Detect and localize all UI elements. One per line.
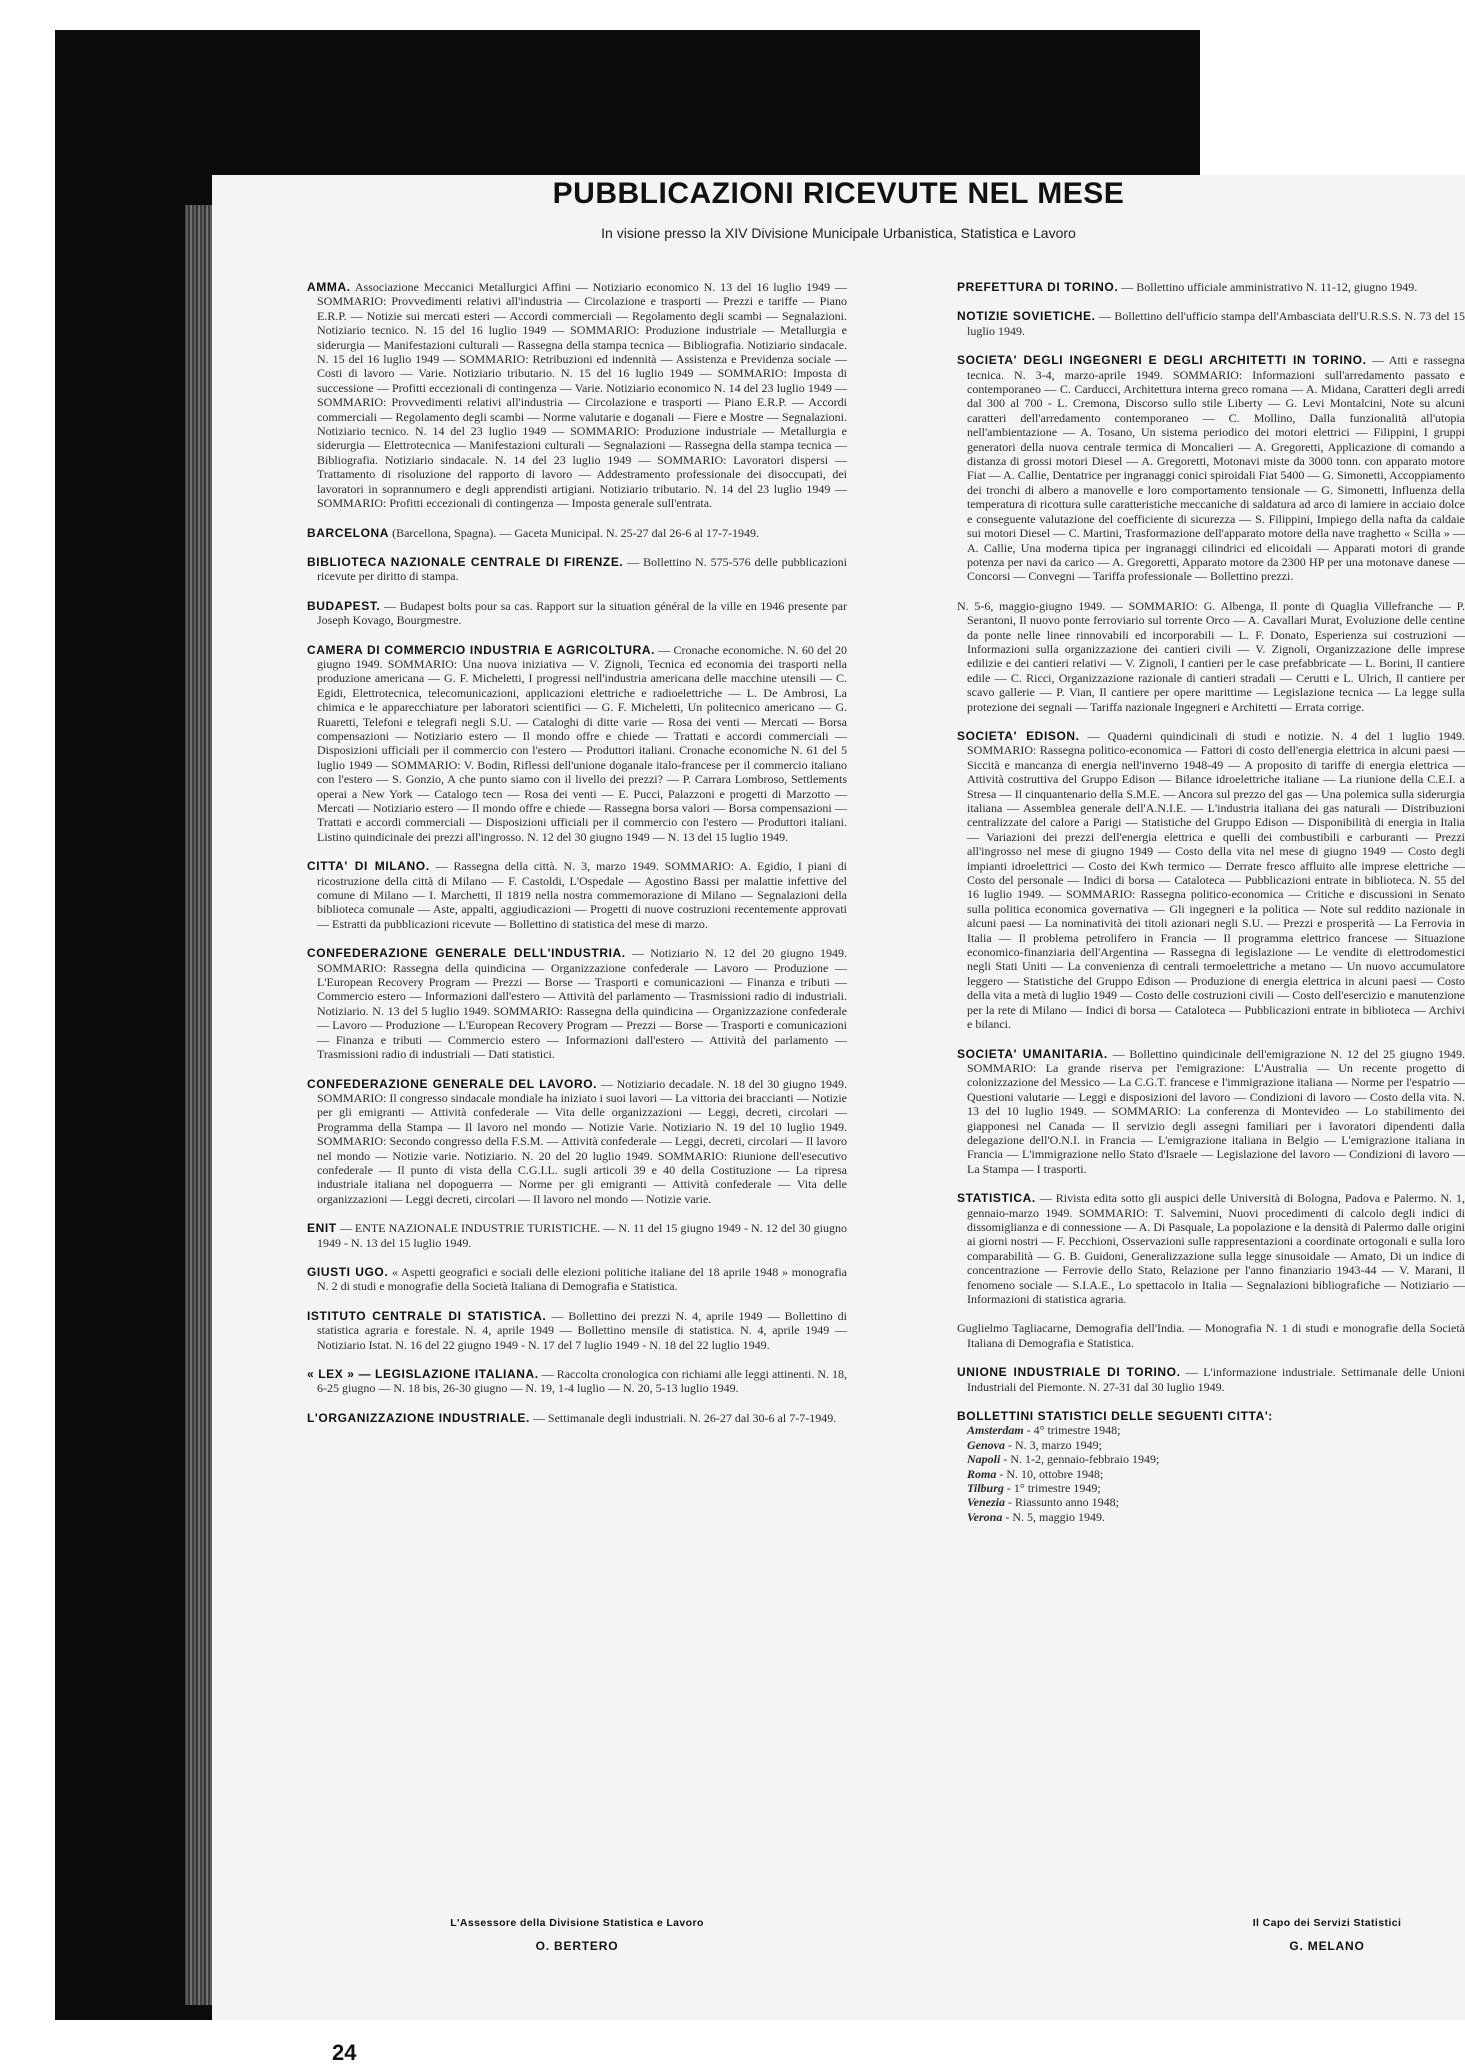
publication-details: — Bollettino N. 575-576 delle pubblicazioni ricevute per diritto di stampa. [317,554,848,584]
publication-details: « Aspetti geografici e sociali delle elezioni politiche italiane del 18 aprile 1948 » monografia N. 2 di studi e monografie della Società Italiana di Demografia e Statistica. [317,1264,848,1294]
signature-capo-servizi [1202,1917,1452,1953]
city-bulletin-item [967,1452,1465,1467]
publication-entry [957,280,1465,294]
city-name: Tilburg [967,1481,1004,1496]
city-bulletin-issue: - 4° trimestre 1948; [1026,1423,1121,1438]
city-name: Verona [967,1509,1003,1524]
publication-details: — Bollettino quindicinale dell'emigrazione N. 12 del 25 giugno 1949. SOMMARIO: La grande riserva per l'emigrazione: L'Australia — Un recente progetto di colonizzazione del Messico — La C.G.T. francese e l'immigrazione italiana — Norme per l'espatrio — Questioni valutarie — Leggi e disposizioni del lavoro — Condizioni di lavoro — Costo della vita. N. 13 del 10 luglio 1949. — SOMMARIO: La conferenza di Montevideo — Lo stabilimento dei giapponesi nel Canada — Il servizio degli assegni familiari per i lavoratori dipendenti dalla delegazione dell'O.N.I. in Francia — L'emigrazione italiana in Belgio — L'emigrazione italiana in Francia — L'immigrazione nello Stato d'Israele — Legislazione del lavoro — Condizioni di lavoro — La Stampa — I trasporti. [967,1046,1465,1176]
publication-entry [957,353,1465,584]
publication-details: Associazione Meccanici Metallurgici Affini — Notiziario economico N. 13 del 16 luglio 1949 — SOMMARIO: Provvedimenti relativi all'industria — Circolazione e trasporti — Prezzi e tariffe — Piano E.R.P. — Notizie sui mercati esteri — Accordi commerciali — Regolamento degli scambi — Segnalazioni. Notiziario tecnico. N. 15 del 16 luglio 1949 — SOMMARIO: Produzione industriale — Metallurgia e siderurgia — Manifestazioni culturali — Rassegna della stampa tecnica — Bibliografia. Notiziario sindacale. N. 15 del 16 luglio 1949 — SOMMARIO: Retribuzioni ed indennità — Assistenza e Previdenza sociale — Costi di lavoro — Varie. Notiziario tributario. N. 15 del 16 luglio 1949 — SOMMARIO: Imposta di successione — Profitti eccezionali di contingenza — Varie. Notiziario economico N. 14 del 23 luglio 1949 — SOMMARIO: Provvedimenti relativi all'industria — Circolazione e trasporti — Piano E.R.P. — Accordi commerciali — Regolamento degli scambi — Norme valutarie e doganali — Fiere e Mostre — Segnalazioni. Notiziario tecnico. N. 14 del 23 luglio 1949 — SOMMARIO: Produzione industriale — Metallurgia e siderurgia — Elettrotecnica — Manifestazioni culturali — Segnalazioni — Rassegna della stampa tecnica — Bibliografia. Notiziario sindacale. N. 14 del 23 luglio 1949 — SOMMARIO: Lavoratori dispersi — Trattamento di risoluzione del rapporto di lavoro — Addestramento professionale dei disoccupati, dei lavoratori in soprannumero e degli apprendisti artigiani. Notiziario tributario. N. 14 del 23 luglio 1949 — SOMMARIO: Profitti eccezionali di contingenza — Imposta generale sull'entrata. [317,280,847,511]
publication-entry [307,1309,847,1352]
signature-assessore [307,1917,847,1953]
publication-entry [957,1191,1465,1306]
document-page [212,175,1465,2065]
signature-role: Il Capo dei Servizi Statistici [1252,1917,1402,1929]
city-bulletin-item [967,1437,1465,1452]
city-bulletin-item [967,1481,1465,1496]
city-name: Napoli [967,1452,1001,1467]
publication-entry [307,1367,847,1396]
city-name: Venezia [967,1495,1006,1510]
publication-entry [307,599,847,628]
publication-details: — Raccolta cronologica con richiami alle leggi attinenti. N. 18, 6-25 giugno — N. 18 bis, 26-30 giugno — N. 19, 1-4 luglio — N. 20, 5-13 luglio 1949. [317,1367,848,1396]
publication-publisher: BARCELONA [307,525,390,540]
publication-entry [957,729,1465,1032]
city-name: Amsterdam [967,1423,1024,1438]
city-bulletin-issue: - N. 5, maggio 1949. [1005,1509,1105,1524]
city-bulletin-issue: - N. 3, marzo 1949; [1008,1437,1102,1452]
publication-entry [307,1077,847,1207]
city-name: Roma [967,1466,997,1481]
city-bulletin-item [967,1495,1465,1510]
publication-entry [957,599,1465,714]
city-bulletins [957,1409,1465,1524]
city-bulletins-head: BOLLETTINI STATISTICI DELLE SEGUENTI CITTA': [957,1409,1273,1424]
page-title: PUBBLICAZIONI RICEVUTE NEL MESE [552,177,1125,210]
city-name: Genova [967,1437,1005,1452]
publication-publisher: CAMERA DI COMMERCIO INDUSTRIA E AGRICOLTURA. [307,642,656,657]
city-bulletin-issue: - N. 1-2, gennaio-febbraio 1949; [1003,1452,1160,1467]
signature-role: L'Assessore della Divisione Statistica e Lavoro [450,1917,704,1929]
publication-details: — Atti e rassegna tecnica. N. 3-4, marzo-aprile 1949. SOMMARIO: Informazioni sull'arredamento passato e contemporaneo — C. Carducci, Architettura interna greco romana — A. Midana, Caratteri degli arredi dal 300 al 700 - L. Cremona, Discorso sullo stile Liberty — G. Levi Montalcini, Note su alcuni caratteri dell'arredamento contemporaneo — C. Mollino, Dalla funzionalità all'utopia nell'ambientazione — A. Tosano, Un sistema periodico dei motori elettrici — Filippini, I gruppi generatori della nuova centrale termica di Moncalieri — A. Gregoretti, Applicazione di comando a distanza di grossi motori Diesel — A. Gregoretti, Motonavi miste da 3000 tonn. con apparato motore Fiat — A. Callie, Dentatrice per ingranaggi conici spiroidali Fiat 5400 — G. Simonetti, Accoppiamento dei tronchi di albero a manovelle e loro comportamento tensionale — G. Simonetti, Influenza della temperatura di ricottura sulle caratteristiche meccaniche di saldatura ad arco di lamiere in acciaio dolce e conseguente valutazione del coefficiente di sicurezza — S. Filippini, Impiego della nafta da caldaie sui motori Diesel — C. Martini, Trasformazione dell'apparato motore della nave traghetto « Scilla » — A. Callie, Una moderna tipica per ingranaggi cilindrici ed elicoidali — Apparati motori di grande potenza per navi da carico — A. Gregoretti, Apparato motore da 2300 HP per una motonave danese — Concorsi — Convegni — Tariffa professionale — Bollettino prezzi. [967,353,1465,584]
right-column [957,280,1465,1539]
publication-entry [307,1411,847,1425]
publication-publisher: UNIONE INDUSTRIALE DI TORINO. [957,1365,1181,1380]
publication-publisher: L'ORGANIZZAZIONE INDUSTRIALE. [307,1410,530,1425]
publication-publisher: PREFETTURA DI TORINO. [957,280,1119,294]
publication-entry [307,859,847,931]
publication-publisher: SOCIETA' UMANITARIA. [957,1046,1108,1061]
city-bulletin-issue: - 1° trimestre 1949; [1006,1481,1101,1496]
publication-publisher: SOCIETA' EDISON. [957,728,1080,743]
publication-details: — Notiziario decadale. N. 18 del 30 giugno 1949. SOMMARIO: Il congresso sindacale mondiale ha iniziato i suoi lavori — La vittoria dei braccianti — Notizie per gli emigranti — Attività confederale — Vita delle organizzazioni — Leggi, decreti, circolari — Programma della Stampa — Il lavoro nel mondo — Notizie Varie. Notiziario N. 19 del 10 luglio 1949. SOMMARIO: Secondo congresso della F.S.M. — Attività confederale — Leggi, decreti, circolari — Il lavoro nel mondo — Notizie varie. Notiziario. N. 20 del 20 luglio 1949. SOMMARIO: Riunione dell'esecutivo confederale — Il punto di vista della C.G.I.L. sugli articoli 39 e 40 della Costituzione — La ripresa industriale italiana nel dopoguerra — Norme per gli emigranti — Attività confederale — Vita delle organizzazioni — Leggi decreti, circolari — Il lavoro nel mondo — Notizie varie. [317,1076,847,1206]
publication-publisher: « LEX » — LEGISLAZIONE ITALIANA. [307,1367,539,1381]
publication-details: — Notiziario N. 12 del 20 giugno 1949. SOMMARIO: Rassegna della quindicina — Organizzazione confederale — Lavoro — Produzione — L'European Recovery Program — Prezzi — Borse — Trasporti e comunicazioni — Finanza e tributi — Commercio estero — Informazioni dall'estero — Attività del parlamento — Trasmissioni radio di industriali. Notiziario. N. 13 del 5 luglio 1949. SOMMARIO: Rassegna della quindicina — Organizzazione confederale — Lavoro — Produzione — L'European Recovery Program — Prezzi — Borse — Trasporti e comunicazioni — Finanza e tributi — Commercio estero — Informazioni dall'estero — Attività del parlamento — Trasmissioni radio di industriali — Dati statistici. [317,946,848,1062]
publication-entry [307,526,847,540]
publication-entry [307,280,847,511]
publication-entry [307,555,847,584]
city-bulletin-issue: - Riassunto anno 1948; [1008,1495,1120,1510]
city-bulletin-item [967,1466,1465,1481]
publication-entry [307,643,847,845]
publication-entry [307,1265,847,1294]
publication-publisher: ENIT [307,1221,337,1236]
city-bulletin-item [967,1509,1465,1524]
publication-entry [957,1047,1465,1177]
publication-publisher: CITTA' DI MILANO. [307,859,430,874]
publication-publisher: BIBLIOTECA NAZIONALE CENTRALE DI FIRENZE. [307,554,624,569]
publication-details: — Bollettino dell'ufficio stampa dell'Ambasciata dell'U.R.S.S. N. 73 del 15 luglio 1949. [967,309,1465,338]
publication-details: (Barcellona, Spagna). — Gaceta Municipal. N. 25-27 dal 26-6 al 17-7-1949. [392,525,759,540]
left-column [307,280,847,1440]
publication-publisher: GIUSTI UGO. [307,1264,389,1279]
page-number: 24 [332,2040,357,2065]
publication-entry [957,309,1465,338]
publication-details: — Rivista edita sotto gli auspici delle Università di Bologna, Padova e Palermo. N. 1, gennaio-marzo 1949. SOMMARIO: T. Salvemini, Nuovi procedimenti di calcolo degli indici di dissomiglianza e di connessione — A. Di Pasquale, La popolazione e la densità di Palermo dalle origini ai giorni nostri — F. Pecchioni, Osservazioni sulle rappresentazioni a coordinate ortogonali e sulla loro comparabilità — G. B. Guidoni, Generalizzazione sulla legge sinusoidale — Amato, Di un indice di concentrazione — Ferrovie dello Stato, Relazione per l'anno finanziario 1943-44 — V. Marani, Il fenomeno sociale — S.I.A.E., Lo spettacolo in Italia — Segnalazioni bibliografiche — Notiziario — Informazioni di statistica agraria. [967,1191,1465,1306]
publication-publisher: CONFEDERAZIONE GENERALE DELL'INDUSTRIA. [307,946,626,961]
publication-details: — Cronache economiche. N. 60 del 20 giugno 1949. SOMMARIO: Una nuova iniziativa — V. Zignoli, Tecnica ed economia dei trasporti nella produzione americana — G. F. Micheletti, I progressi nell'industria americana delle macchine utensili — C. Egidi, Elettrotecnica, telecomunicazioni, applicazioni elettriche e radioelettriche — L. De Ambrosi, La chimica e le apparecchiature per laboratori scientifici — G. F. Micheletti, Un politecnico americano — G. Ruaretti, Telefoni e telegrafi negli S.U. — Cataloghi di ditte varie — Rosa dei venti — Mercati — Borsa compensazioni — Notiziario estero — Il mondo offre e chiede — Trattati e accordi commerciali — Disposizioni ufficiali per il commercio con l'estero — Produttori italiani. Cronache economiche N. 61 del 5 luglio 1949 — SOMMARIO: V. Bodin, Riflessi dell'unione doganale italo-francese per il commercio italiano con l'estero — S. Gonzio, A che punto siamo con il livello dei prezzi? — P. Carrara Lombroso, Settlements operai a New York — Catalogo tecn — Rosa dei venti — E. Pucci, Palazzoni e progetti di Marzotto — Mercati — Notiziario estero — Il mondo offre e chiede — Rassegna borsa valori — Borsa compensazioni — Trattati e accordi commerciali — Disposizioni ufficiali per il commercio con l'estero — Produttori italiani. Listino quindicinale dei prezzi all'ingrosso. N. 12 del 30 giugno 1949 — N. 13 del 15 luglio 1949. [317,642,847,844]
publication-publisher: SOCIETA' DEGLI INGEGNERI E DEGLI ARCHITETTI IN TORINO. [957,353,1367,368]
city-bulletin-item [967,1423,1465,1438]
publication-publisher: AMMA. [307,280,351,294]
publication-details: — Quaderni quindicinali di studi e notizie. N. 4 del 1 luglio 1949. SOMMARIO: Rassegna politico-economica — Fattori di costo dell'energia elettrica in alcuni paesi — Siccità e mancanza di energia nell'inverno 1948-49 — A proposito di tariffe di energia elettrica — Attività costruttiva del Gruppo Edison — Bilance idroelettriche italiane — La riunione della C.E.I. a Stresa — Il cinquantenario della S.M.E. — Ancora sul prezzo del gas — Una polemica sulla siderurgia italiana — Assemblea generale dell'A.N.I.E. — L'industria italiana dei gas naturali — Distribuzioni centralizzate del calore a Parigi — Statistiche del Gruppo Edison — Disponibilità di energia in Italia — Variazioni dei prezzi dell'energia elettrica e quelli dei combustibili e carburanti — Prezzi all'ingrosso nel mese di giugno 1949 — Costo della vita nel mese di giugno 1949 — Costo degli impianti idroelettrici — Costo dei Kwh termico — Derrate fresco affluito alle imprese elettriche — Costo del personale — Indici di borsa — Cataloteca — Pubblicazioni entrate in biblioteca. N. 55 del 16 luglio 1949. — SOMMARIO: Rassegna politico-economica — Critiche e discussioni in Senato sulla politica economica governativa — Gli ingegneri e la politica — Note sul reddito nazionale in alcuni paesi — La nominatività dei titoli azionari negli S.U. — Prezzi e prosperità — La Ferrovia in Italia — Il problema petrolifero in Francia — Il programma elettrico francese — Situazione economico-finanziaria dell'Argentina — Rassegna di legislazione — Le vendite di elettrodomestici negli Stati Uniti — La convenienza di centrali termoelettriche a metano — Un nuovo accumulatore leggero — Statistiche del Gruppo Edison — Produzione di energia elettrica in alcuni paesi — Costo della vita a metà di luglio 1949 — Costo delle costruzioni civili — Costo dell'esercizio e manutenzione per la rete di Milano — Indici di borsa — Cataloteca — Pubblicazioni entrate in biblioteca — Archivi e bilanci. [967,728,1465,1032]
publication-details: — Settimanale degli industriali. N. 26-27 dal 30-6 al 7-7-1949. [532,1410,837,1425]
publication-publisher: CONFEDERAZIONE GENERALE DEL LAVORO. [307,1076,598,1091]
publication-publisher: BUDAPEST. [307,598,381,613]
publication-entry [957,1321,1465,1350]
publication-details: — Bollettino dei prezzi N. 4, aprile 1949 — Bollettino di statistica agraria e forestale. N. 4, aprile 1949 — Bollettino mensile di statistica. N. 4, aprile 1949 — Notiziario Istat. N. 16 del 22 giugno 1949 - N. 17 del 7 luglio 1949 - N. 18 del 22 luglio 1949. [317,1308,848,1352]
publication-details: — Bollettino ufficiale amministrativo N. 11-12, giugno 1949. [1121,280,1418,294]
publication-details: — L'informazione industriale. Settimanale delle Unioni Industriali del Piemonte. N. 27-31 dal 30 luglio 1949. [967,1365,1465,1394]
publication-details: — ENTE NAZIONALE INDUSTRIE TURISTICHE. — N. 11 del 15 giugno 1949 - N. 12 del 30 giugno 1949 - N. 13 del 15 luglio 1949. [317,1221,848,1250]
publication-publisher: NOTIZIE SOVIETICHE. [957,309,1096,324]
page-header [212,177,1465,241]
publication-details: N. 5-6, maggio-giugno 1949. — SOMMARIO: G. Albenga, Il ponte di Quaglia Villefranche — P. Serantoni, Il nuovo ponte ferroviario sul torrente Orco — A. Cavallari Murat, Evoluzione delle centine da ponte nelle linee rinnovabili ed incorporabili — L. F. Donato, Esperienza sui costruzioni — Informazioni sulla organizzazione dei cantieri civili — V. Zignoli, Organizzazione delle imprese edilizie e dei cantieri relativi — V. Zignoli, I cantieri per le case prefabbricate — L. Borini, Il cantiere edile — C. Ricci, Organizzazione razionale di cantieri stradali — Cerutti e L. Ulrich, Il cantiere per scavo gallerie — P. Vian, Il cantiere per opere marittime — Legislazione tecnica — La legge sulla protezione dei segnali — Tariffa nazionale Ingegneri e Architetti — Errata corrige. [957,598,1465,714]
publication-publisher: STATISTICA. [957,1191,1036,1206]
signature-name: G. MELANO [1289,1939,1365,1953]
city-bulletin-issue: - N. 10, ottobre 1948; [999,1466,1104,1481]
publication-entry [307,1221,847,1250]
publication-entry [307,946,847,1061]
page-subtitle: In visione presso la XIV Divisione Municipale Urbanistica, Statistica e Lavoro [601,225,1076,241]
city-bulletin-list [967,1423,1465,1524]
publication-details: — Budapest bolts pour sa cas. Rapport sur la situation général de la ville en 1946 presente par Joseph Kovago, Bourgmestre. [317,598,847,628]
publication-entry [957,1365,1465,1394]
publication-publisher: ISTITUTO CENTRALE DI STATISTICA. [307,1308,547,1323]
signature-name: O. BERTERO [535,1939,619,1953]
publication-details: — Rassegna della città. N. 3, marzo 1949. SOMMARIO: A. Egidio, I piani di ricostruzione della città di Milano — F. Castoldi, L'Ospedale — Agostino Bassi per malattie infettive del comune di Milano — I. Marchetti, Il 1819 nella nostra commemorazione di Milano — Segnalazioni della biblioteca comunale — Aste, appalti, aggiudicazioni — Progetti di nuove costruzioni recentemente approvati — Estratti da pubblicazioni ricevute — Bollettino di statistica del mese di marzo. [317,859,847,931]
publication-details: Guglielmo Tagliacarne, Demografia dell'India. — Monografia N. 1 di studi e monografie della Società Italiana di Demografia e Statistica. [957,1321,1465,1350]
